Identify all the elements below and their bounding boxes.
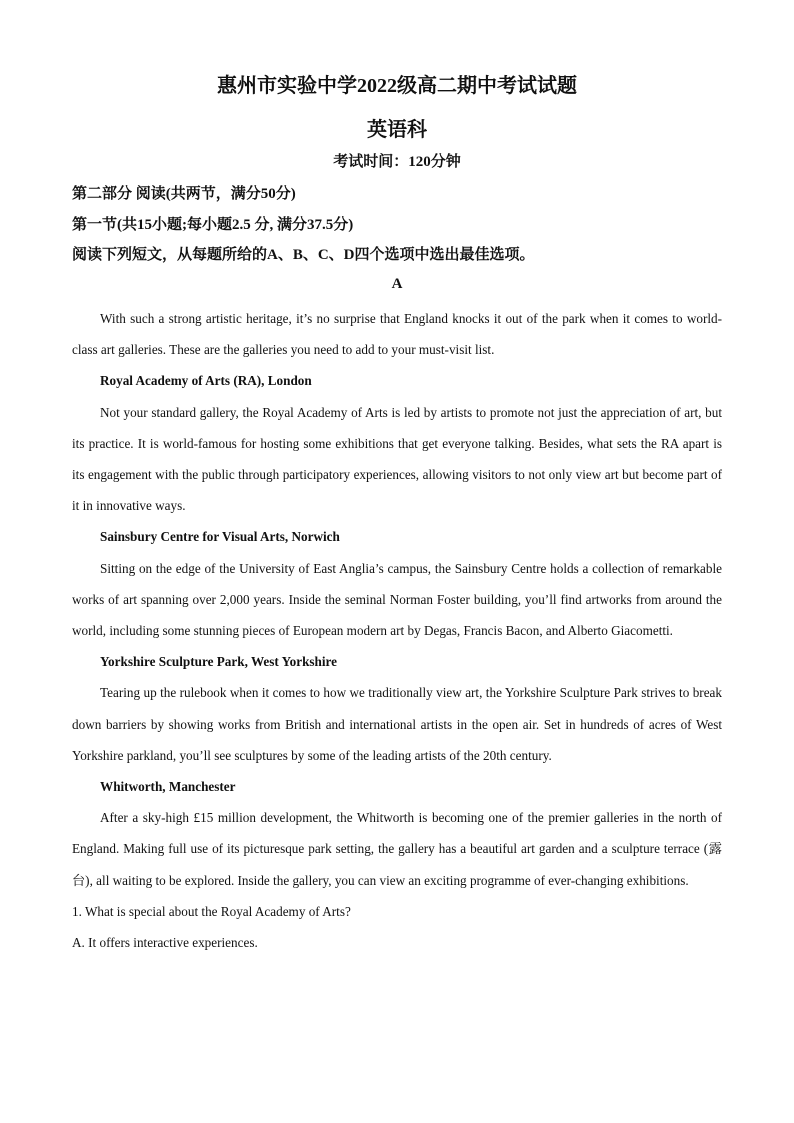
question-option-a: A. It offers interactive experiences. [72, 935, 258, 951]
gallery-name: Sainsbury Centre for Visual Arts, Norwich [100, 529, 340, 545]
exam-title: 惠州市实验中学2022级高二期中考试试题 [217, 75, 577, 97]
gallery-text: Sitting on the edge of the University of East Anglia’s campus, the Sainsbury Centre holds a collection of remarkable works of art spanning over 2,000 years. Inside the seminal Norman Foster building, you’ll find artworks from around the world, including some stunning pieces of European modern art by Degas, Francis Bacon, and Alberto Giacometti. [72, 560, 722, 639]
part-heading: 第二部分 阅读(共两节，满分50分) [72, 186, 296, 202]
gallery-name: Whitworth, Manchester [100, 779, 236, 795]
passage-body [72, 303, 722, 958]
passage-label: A [391, 276, 403, 292]
gallery-text: Not your standard gallery, the Royal Academy of Arts is led by artists to promote not just the appreciation of art, but its practice. It is world-famous for hosting some exhibitions that get everyone talking. Besides, what sets the RA apart is its engagement with the public through participatory experiences, allowing visitors to not only view art but become part of it in innovative ways. [72, 404, 722, 514]
gallery-text: After a sky-high £15 million development, the Whitworth is becoming one of the premier galleries in the north of England. Making full use of its picturesque park setting, the gallery has a beautiful art garden and a sculpture terrace (露台), all waiting to be explored. Inside the gallery, you can view an exciting programme of ever-changing exhibitions. [72, 810, 722, 888]
subject-title: 英语科 [367, 119, 427, 141]
gallery-name: Yorkshire Sculpture Park, West Yorkshire [100, 654, 338, 670]
gallery-name: Royal Academy of Arts (RA), London [100, 373, 312, 389]
exam-time: 考试时间：120分钟 [333, 154, 461, 170]
directions: 阅读下列短文，从每题所给的A、B、C、D四个选项中选出最佳选项。 [72, 247, 535, 263]
gallery-text: Tearing up the rulebook when it comes to how we traditionally view art, the Yorkshire Sculpture Park strives to break down barriers by showing works from British and international artists in the open air. Set in hundreds of acres of West Yorkshire parkland, you’ll see sculptures by some of the leading artists of the 20th century. [72, 685, 722, 763]
section-heading: 第一节(共15小题;每小题2.5 分, 满分37.5分) [72, 217, 354, 233]
question-stem: 1. What is special about the Royal Academy of Arts? [72, 903, 351, 919]
passage-intro: With such a strong artistic heritage, it’s no surprise that England knocks it out of the park when it comes to world-class art galleries. These are the galleries you need to add to your must-visit list. [72, 311, 722, 358]
